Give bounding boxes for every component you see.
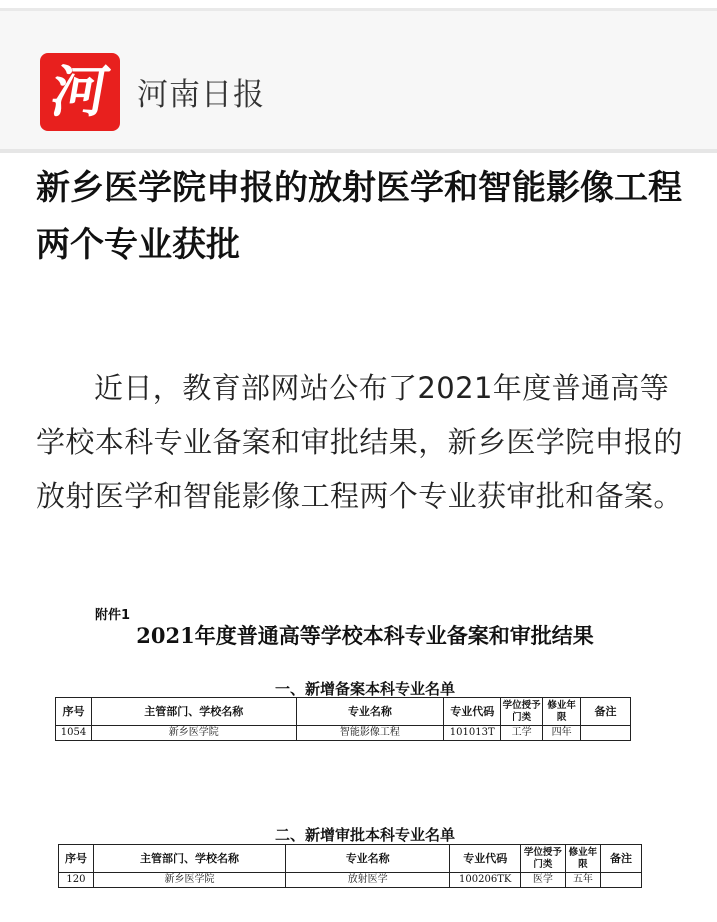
document-title: 2021年度普通高等学校本科专业备案和审批结果 [136,623,594,648]
table-cell: 智能影像工程 [296,726,444,741]
header-cell: 学位授予门类 [501,698,543,726]
header-cell: 序号 [56,698,92,726]
table-cell [601,873,642,888]
header-cell: 修业年限 [543,698,581,726]
header-cell: 专业名称 [286,845,450,873]
table-cell: 新乡医学院 [91,726,296,741]
table-row [56,726,631,741]
section-2-table [58,844,642,888]
header-divider [0,149,717,153]
section-2-title: 二、新增审批本科专业名单 [274,826,455,844]
table-cell [581,726,631,741]
header-cell: 专业代码 [450,845,521,873]
article-body: 近日，教育部网站公布了2021年度普通高等学校本科专业备案和审批结果，新乡医学院申报的放射医学和智能影像工程两个专业获审批和备案。 [36,371,683,513]
header-cell: 主管部门、学校名称 [93,845,285,873]
header-cell: 专业代码 [444,698,501,726]
table-cell: 工学 [501,726,543,741]
table-cell: 120 [59,873,94,888]
section-1-table [55,697,631,741]
header-cell: 修业年限 [565,845,600,873]
table-cell: 医学 [521,873,566,888]
table-cell: 100206TK [450,873,521,888]
table-cell: 放射医学 [286,873,450,888]
section-1-title: 一、新增备案本科专业名单 [274,680,455,698]
document-image [55,600,655,922]
header-cell: 学位授予门类 [521,845,566,873]
header-cell: 备注 [601,845,642,873]
article-title: 新乡医学院申报的放射医学和智能影像工程两个专业获批 [36,168,682,265]
app-header [0,11,717,149]
attachment-label: 附件1 [95,608,131,623]
brand-name[interactable]: 河南日报 [137,77,265,113]
brand-logo[interactable] [40,53,120,131]
table-cell: 新乡医学院 [93,873,285,888]
table-cell: 五年 [565,873,600,888]
header-cell: 备注 [581,698,631,726]
logo-glyph: 河 [46,59,114,125]
table-cell: 101013T [444,726,501,741]
table-row [59,873,642,888]
header-cell: 序号 [59,845,94,873]
header-cell: 专业名称 [296,698,444,726]
table-cell: 四年 [543,726,581,741]
header-cell: 主管部门、学校名称 [91,698,296,726]
table-cell: 1054 [56,726,92,741]
